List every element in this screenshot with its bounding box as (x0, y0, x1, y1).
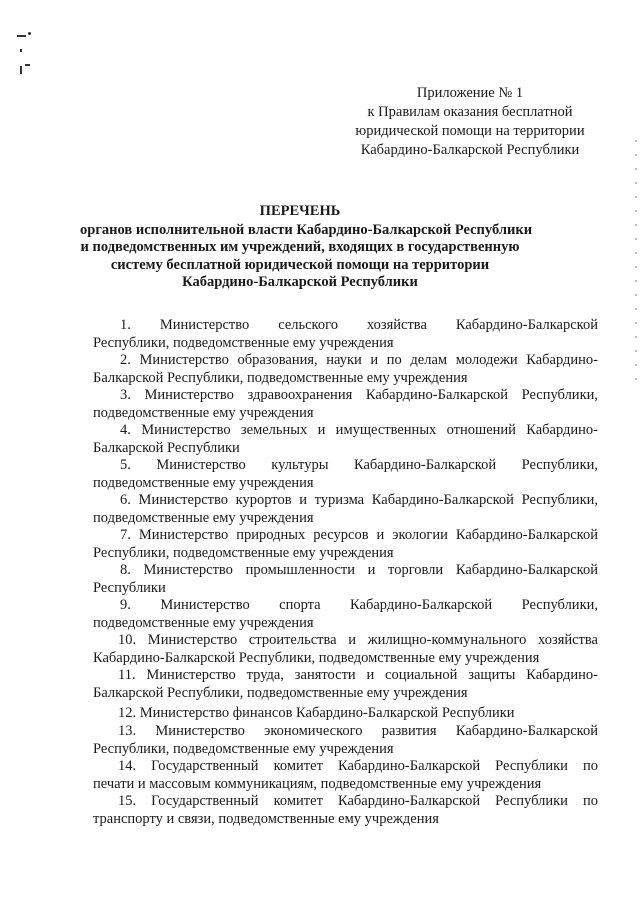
list-item-line: подведомственные ему учреждения (93, 474, 314, 491)
list-item (93, 667, 598, 702)
list-item (93, 562, 598, 597)
list-item (93, 597, 598, 632)
list-item-line: 10. Министерство строительства и жилищно-коммунального хозяйства (118, 632, 598, 648)
list-item-line: 6. Министерство курортов и туризма Кабардино-Балкарской Республики, (120, 492, 598, 508)
list-item-line: печати и массовым коммуникациям, подведомственные ему учреждения (93, 775, 542, 792)
list-item (93, 317, 598, 352)
list-item-line: 14. Государственный комитет Кабардино-Балкарской Республики по (118, 758, 598, 774)
list-item-line: подведомственные ему учреждения (93, 614, 314, 631)
list-item-line: подведомственные ему учреждения (93, 509, 314, 526)
list-item-line: подведомственные ему учреждения (93, 404, 314, 421)
title-line: органов исполнительной власти Кабардино-Балкарской Республики (80, 221, 533, 238)
list-item (93, 492, 598, 527)
appendix-line: Приложение № 1 (416, 85, 524, 101)
list-item-line: Балкарской Республики, подведомственные ему учреждения (93, 684, 468, 701)
list-item-line: Республики, подведомственные ему учреждения (93, 544, 394, 561)
list-item-line: Республики (93, 579, 166, 596)
title-line: систему бесплатной юридической помощи на территории (110, 256, 490, 273)
list-item-line: Республики, подведомственные ему учреждения (93, 334, 394, 351)
list-item (93, 527, 598, 562)
appendix-line: Кабардино-Балкарской Республики (360, 142, 580, 158)
list-item-line: 11. Министерство труда, занятости и социальной защиты Кабардино- (118, 667, 598, 683)
list-item (93, 758, 598, 793)
list-item-line: 4. Министерство земельных и имущественных отношений Кабардино- (120, 422, 598, 438)
list-item-line: 8. Министерство промышленности и торговли Кабардино-Балкарской (120, 562, 598, 578)
list-item-line: 3. Министерство здравоохранения Кабардино-Балкарской Республики, (120, 387, 598, 403)
list-item-line: 5. Министерство культуры Кабардино-Балкарской Республики, (120, 457, 598, 473)
list-item (93, 422, 598, 457)
list-item-line: Республики, подведомственные ему учреждения (93, 740, 394, 757)
list-item-line: 12. Министерство финансов Кабардино-Балкарской Республики (118, 705, 515, 721)
list-item-line: 15. Государственный комитет Кабардино-Балкарской Республики по (118, 793, 598, 809)
list-item-line: Кабардино-Балкарской Республики, подведомственные ему учреждения (93, 649, 540, 666)
list-item-line: 7. Министерство природных ресурсов и экологии Кабардино-Балкарской (120, 527, 598, 543)
appendix-line: юридической помощи на территории (355, 123, 585, 139)
list-item-line: 1. Министерство сельского хозяйства Кабардино-Балкарской (120, 317, 598, 333)
list-item-line: 2. Министерство образования, науки и по делам молодежи Кабардино- (120, 352, 598, 368)
list-item-line: Балкарской Республики, подведомственные ему учреждения (93, 369, 468, 386)
title-line: Кабардино-Балкарской Республики (182, 274, 418, 290)
list-item-line: 9. Министерство спорта Кабардино-Балкарской Республики, (120, 597, 598, 613)
list-item (93, 632, 598, 667)
list-item (93, 387, 598, 422)
appendix-line: к Правилам оказания бесплатной (367, 104, 573, 120)
list-item (93, 705, 598, 723)
title-heading: ПЕРЕЧЕНЬ (259, 203, 341, 219)
list-item (93, 723, 598, 758)
list-item-line: Балкарской Республики (93, 439, 240, 456)
list-item (93, 793, 598, 828)
list-item (93, 352, 598, 387)
list-item-line: 13. Министерство экономического развития Кабардино-Балкарской (118, 723, 598, 739)
list-item (93, 457, 598, 492)
title-line: и подведомственных им учреждений, входящих в государственную (80, 239, 520, 255)
list-item-line: транспорту и связи, подведомственные ему учреждения (93, 810, 439, 827)
